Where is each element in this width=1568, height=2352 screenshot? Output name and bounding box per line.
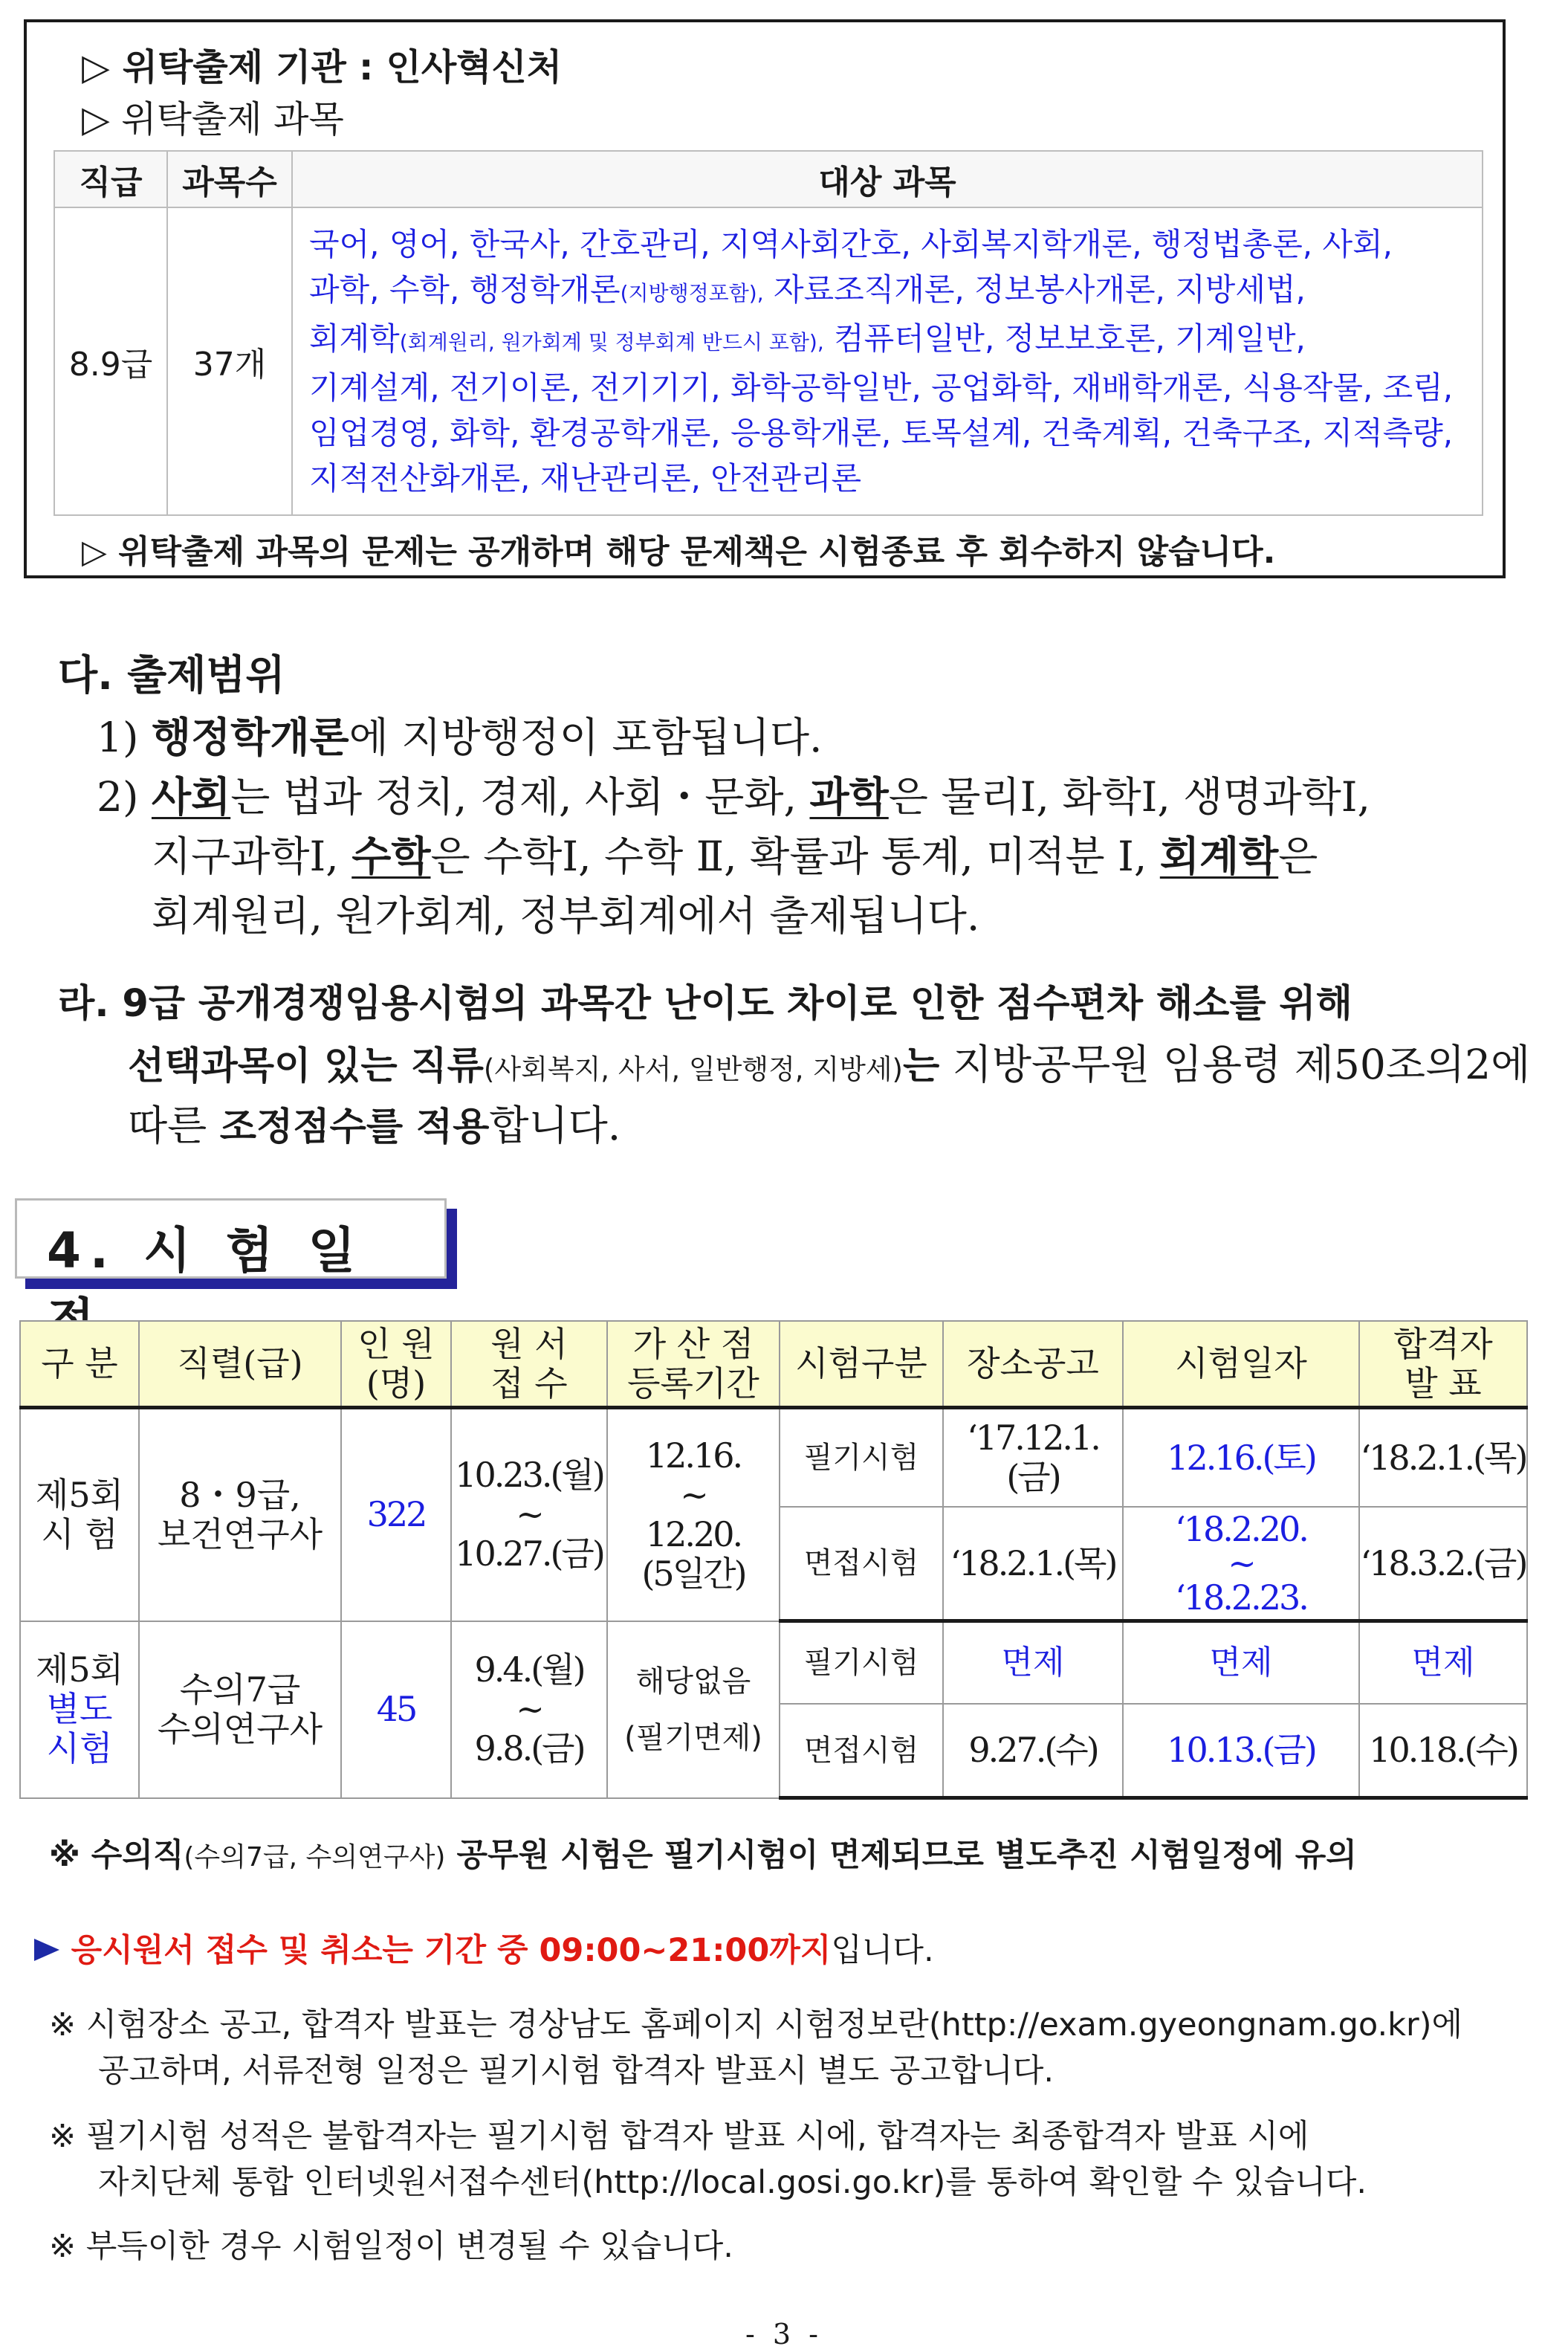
scope-item-2-cont: 지구과학Ⅰ, 수학은 수학Ⅰ, 수학 Ⅱ, 확률과 통계, 미적분 Ⅰ, 회계학은 — [152, 833, 1318, 880]
outsourced-exam-box — [24, 19, 1506, 578]
schedule-change-note: ※ 부득이한 경우 시험일정이 변경될 수 있습니다. — [49, 2228, 733, 2265]
section-header-schedule — [15, 1198, 447, 1279]
adjusted-score-line2: 선택과목이 있는 직류(사회복지, 사서, 일반행정, 지방세)는 지방공무원 임용령 제50조의2에 — [128, 1041, 1531, 1088]
group2-bonus: 해당없음 (필기면제) — [607, 1621, 780, 1798]
header-headcount: 인 원 (명) — [341, 1321, 451, 1408]
page-number: - 3 - — [745, 2318, 823, 2351]
header-count: 과목수 — [167, 151, 292, 207]
header-bonus: 가 산 점 등록기간 — [607, 1321, 780, 1408]
table-row — [20, 1408, 1527, 1508]
header-result: 합격자 발 표 — [1359, 1321, 1527, 1408]
group1-interview-type: 면접시험 — [780, 1507, 943, 1621]
header-subjects: 대상 과목 — [292, 151, 1483, 207]
header-exam-date: 시험일자 — [1123, 1321, 1359, 1408]
agency-line: ▷ 위탁출제 기관 : 인사혁신처 — [82, 46, 563, 88]
header-exam-type: 시험구분 — [780, 1321, 943, 1408]
group1-interview-place: ‘18.2.1.(목) — [943, 1507, 1123, 1621]
adjusted-score-line3: 따른 조정점수를 적용합니다. — [128, 1102, 621, 1149]
group1-interview-result: ‘18.3.2.(금) — [1359, 1507, 1527, 1621]
header-division: 구 분 — [20, 1321, 139, 1408]
header-venue: 장소공고 — [943, 1321, 1123, 1408]
application-hours-line: 응시원서 접수 및 취소는 기간 중 09:00~21:00까지입니다. — [33, 1925, 934, 1971]
section-title: 4. 시 험 일 — [47, 1222, 365, 1279]
group2-count: 45 — [341, 1621, 451, 1798]
group2-written-result: 면제 — [1359, 1621, 1527, 1705]
scope-item-2: 2) 사회는 법과 정치, 경제, 사회・문화, 과학은 물리Ⅰ, 화학Ⅰ, 생명과학Ⅰ, — [97, 773, 1371, 821]
venue-note-line1: ※ 시험장소 공고, 합격자 발표는 경상남도 홈페이지 시험정보란(http://exam.gyeongnam.go.kr)에 — [49, 2006, 1463, 2044]
group1-apply: 10.23.(월) ~ 10.27.(금) — [451, 1408, 607, 1621]
scope-item-1: 1) 행정학개론에 지방행정이 포함됩니다. — [97, 714, 823, 761]
scope-item-2-end: 회계원리, 원가회계, 정부회계에서 출제됩니다. — [152, 892, 980, 940]
header-grade: 직급 — [54, 151, 167, 207]
group1-written-result: ‘18.2.1.(목) — [1359, 1408, 1527, 1508]
vet-exam-note: ※ 수의직(수의7급, 수의연구사) 공무원 시험은 필기시험이 면제되므로 별도추진 시험일정에 유의 — [49, 1837, 1357, 1874]
no-collect-notice: ▷ 위탁출제 과목의 문제는 공개하며 해당 문제책은 시험종료 후 회수하지 않습니다. — [82, 533, 1276, 571]
group2-written-type: 필기시험 — [780, 1621, 943, 1705]
exam-schedule-table — [19, 1320, 1528, 1800]
subjects-cell: 국어, 영어, 한국사, 간호관리, 지역사회간호, 사회복지학개론, 행정법총론, 사회, 과학, 수학, 행정학개론(지방행정포함), 자료조직개론, 정보봉사개론, 지방세법, 회계학(회계원리, 원가회계 및 정부회계 반드시 포함), 컴퓨터일반, 정보보호론, 기계일반, 기계설계, 전기이론, 전기기기, 화학공학일반, 공업화학, 재배학개론, 식용작물, 조림, 임업경영, 화학, 환경공학개론, 응용학개론, 토목설계, 건축계획, 건축구조, 지적측량, 지적전산화개론, 재난관리론, 안전관리론 — [292, 207, 1483, 515]
group1-written-place: ‘17.12.1.(금) — [943, 1408, 1123, 1508]
count-cell: 37개 — [167, 207, 292, 515]
subjects-line: ▷ 위탁출제 과목 — [82, 98, 344, 140]
scope-title: 다. 출제범위 — [58, 651, 285, 699]
header-series: 직렬(급) — [139, 1321, 341, 1408]
group2-interview-result: 10.18.(수) — [1359, 1704, 1527, 1798]
venue-note-line2: 공고하며, 서류전형 일정은 필기시험 합격자 발표시 별도 공고합니다. — [98, 2052, 1054, 2090]
score-note-line2: 자치단체 통합 인터넷원서접수센터(http://local.gosi.go.kr)를 통하여 확인할 수 있습니다. — [98, 2164, 1367, 2201]
group1-label: 제5회 시 험 — [20, 1408, 139, 1621]
group1-count: 322 — [341, 1408, 451, 1621]
group1-series: 8・9급, 보건연구사 — [139, 1408, 341, 1621]
group2-written-place: 면제 — [943, 1621, 1123, 1705]
group2-interview-place: 9.27.(수) — [943, 1704, 1123, 1798]
table-header-row — [54, 151, 1483, 207]
group2-apply: 9.4.(월) ~ 9.8.(금) — [451, 1621, 607, 1798]
group1-written-date: 12.16.(토) — [1123, 1408, 1359, 1508]
group2-label: 제5회 별도 시험 — [20, 1621, 139, 1798]
header-application: 원 서 접 수 — [451, 1321, 607, 1408]
score-note-line1: ※ 필기시험 성적은 불합격자는 필기시험 합격자 발표 시에, 합격자는 최종합격자 발표 시에 — [49, 2118, 1309, 2155]
outsourced-subjects-table — [54, 150, 1483, 516]
group1-written-type: 필기시험 — [780, 1408, 943, 1508]
table-row — [20, 1621, 1527, 1705]
table-row — [54, 207, 1483, 515]
grade-cell: 8.9급 — [54, 207, 167, 515]
group2-written-date: 면제 — [1123, 1621, 1359, 1705]
schedule-header-row — [20, 1321, 1527, 1408]
group1-interview-date: ‘18.2.20. ~ ‘18.2.23. — [1123, 1507, 1359, 1621]
triangle-bullet-icon — [33, 1932, 71, 1969]
group1-bonus: 12.16. ~ 12.20. (5일간) — [607, 1408, 780, 1621]
group2-interview-type: 면접시험 — [780, 1704, 943, 1798]
adjusted-score-line1: 라. 9급 공개경쟁임용시험의 과목간 난이도 차이로 인한 점수편차 해소를 위해 — [58, 982, 1352, 1026]
group2-series: 수의7급 수의연구사 — [139, 1621, 341, 1798]
group2-interview-date: 10.13.(금) — [1123, 1704, 1359, 1798]
